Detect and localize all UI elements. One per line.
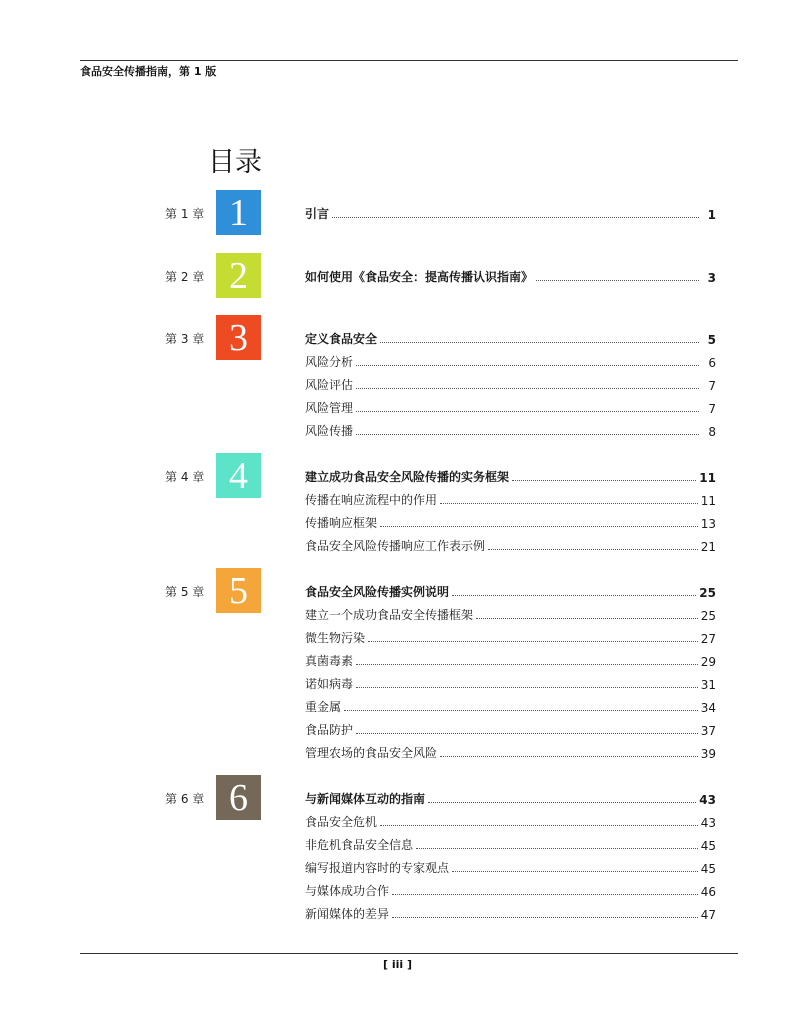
leader-dots [512, 480, 696, 481]
chapter-number-badge: 3 [216, 315, 261, 360]
toc-entry[interactable]: 建立一个成功食品安全传播框架 25 [305, 608, 716, 623]
leader-dots [356, 388, 699, 389]
leader-dots [332, 217, 699, 218]
chapter-label: 第 5 章 [165, 585, 205, 599]
leader-dots [356, 687, 698, 688]
leader-dots [356, 733, 698, 734]
toc-entry[interactable]: 食品安全危机 43 [305, 815, 716, 830]
leader-dots [536, 280, 699, 281]
toc-entry[interactable]: 风险传播 8 [305, 424, 716, 439]
running-header: 食品安全传播指南，第 1 版 [80, 65, 217, 78]
toc-entry[interactable]: 非危机食品安全信息 45 [305, 838, 716, 853]
leader-dots [380, 526, 698, 527]
toc-entry[interactable]: 真菌毒素 29 [305, 654, 716, 669]
leader-dots [452, 595, 696, 596]
leader-dots [428, 802, 696, 803]
leader-dots [416, 848, 698, 849]
toc-entry[interactable]: 传播在响应流程中的作用 11 [305, 493, 716, 508]
toc-entry[interactable]: 编写报道内容时的专家观点 45 [305, 861, 716, 876]
chapter-number-badge: 5 [216, 568, 261, 613]
toc-entry[interactable]: 风险管理 7 [305, 401, 716, 416]
toc-entry[interactable]: 如何使用《食品安全：提高传播认识指南》 3 [305, 270, 716, 285]
footer-rule [80, 953, 738, 954]
leader-dots [344, 710, 698, 711]
toc-entry[interactable]: 诺如病毒 31 [305, 677, 716, 692]
chapter-label: 第 3 章 [165, 332, 205, 346]
toc-entry[interactable]: 定义食品安全 5 [305, 332, 716, 347]
chapter-label: 第 1 章 [165, 207, 205, 221]
leader-dots [392, 894, 698, 895]
chapter-label: 第 2 章 [165, 270, 205, 284]
toc-entry[interactable]: 食品安全风险传播实例说明 25 [305, 585, 716, 600]
page-title: 目录 [208, 147, 262, 178]
leader-dots [356, 664, 698, 665]
chapter-number-badge: 1 [216, 190, 261, 235]
toc-entry[interactable]: 新闻媒体的差异 47 [305, 907, 716, 922]
header-rule [80, 60, 738, 61]
toc-entry[interactable]: 管理农场的食品安全风险 39 [305, 746, 716, 761]
chapter-label: 第 4 章 [165, 470, 205, 484]
leader-dots [356, 434, 699, 435]
toc-entry[interactable]: 风险评估 7 [305, 378, 716, 393]
toc-entry[interactable]: 重金属 34 [305, 700, 716, 715]
toc-entry[interactable]: 与媒体成功合作 46 [305, 884, 716, 899]
leader-dots [368, 641, 698, 642]
toc-entry[interactable]: 微生物污染 27 [305, 631, 716, 646]
leader-dots [476, 618, 698, 619]
chapter-number-badge: 2 [216, 253, 261, 298]
toc-entry[interactable]: 食品安全风险传播响应工作表示例 21 [305, 539, 716, 554]
leader-dots [392, 917, 698, 918]
leader-dots [356, 365, 699, 366]
toc-entry[interactable]: 建立成功食品安全风险传播的实务框架 11 [305, 470, 716, 485]
toc-entry[interactable]: 传播响应框架 13 [305, 516, 716, 531]
leader-dots [380, 342, 699, 343]
leader-dots [356, 411, 699, 412]
toc-entry[interactable]: 引言 1 [305, 207, 716, 222]
leader-dots [440, 503, 698, 504]
page-number: [ iii ] [382, 958, 413, 971]
leader-dots [452, 871, 698, 872]
leader-dots [380, 825, 698, 826]
leader-dots [440, 756, 698, 757]
chapter-number-badge: 6 [216, 775, 261, 820]
chapter-label: 第 6 章 [165, 792, 205, 806]
toc-entry[interactable]: 与新闻媒体互动的指南 43 [305, 792, 716, 807]
leader-dots [488, 549, 698, 550]
chapter-number-badge: 4 [216, 453, 261, 498]
toc-entry[interactable]: 食品防护 37 [305, 723, 716, 738]
toc-entry[interactable]: 风险分析 6 [305, 355, 716, 370]
